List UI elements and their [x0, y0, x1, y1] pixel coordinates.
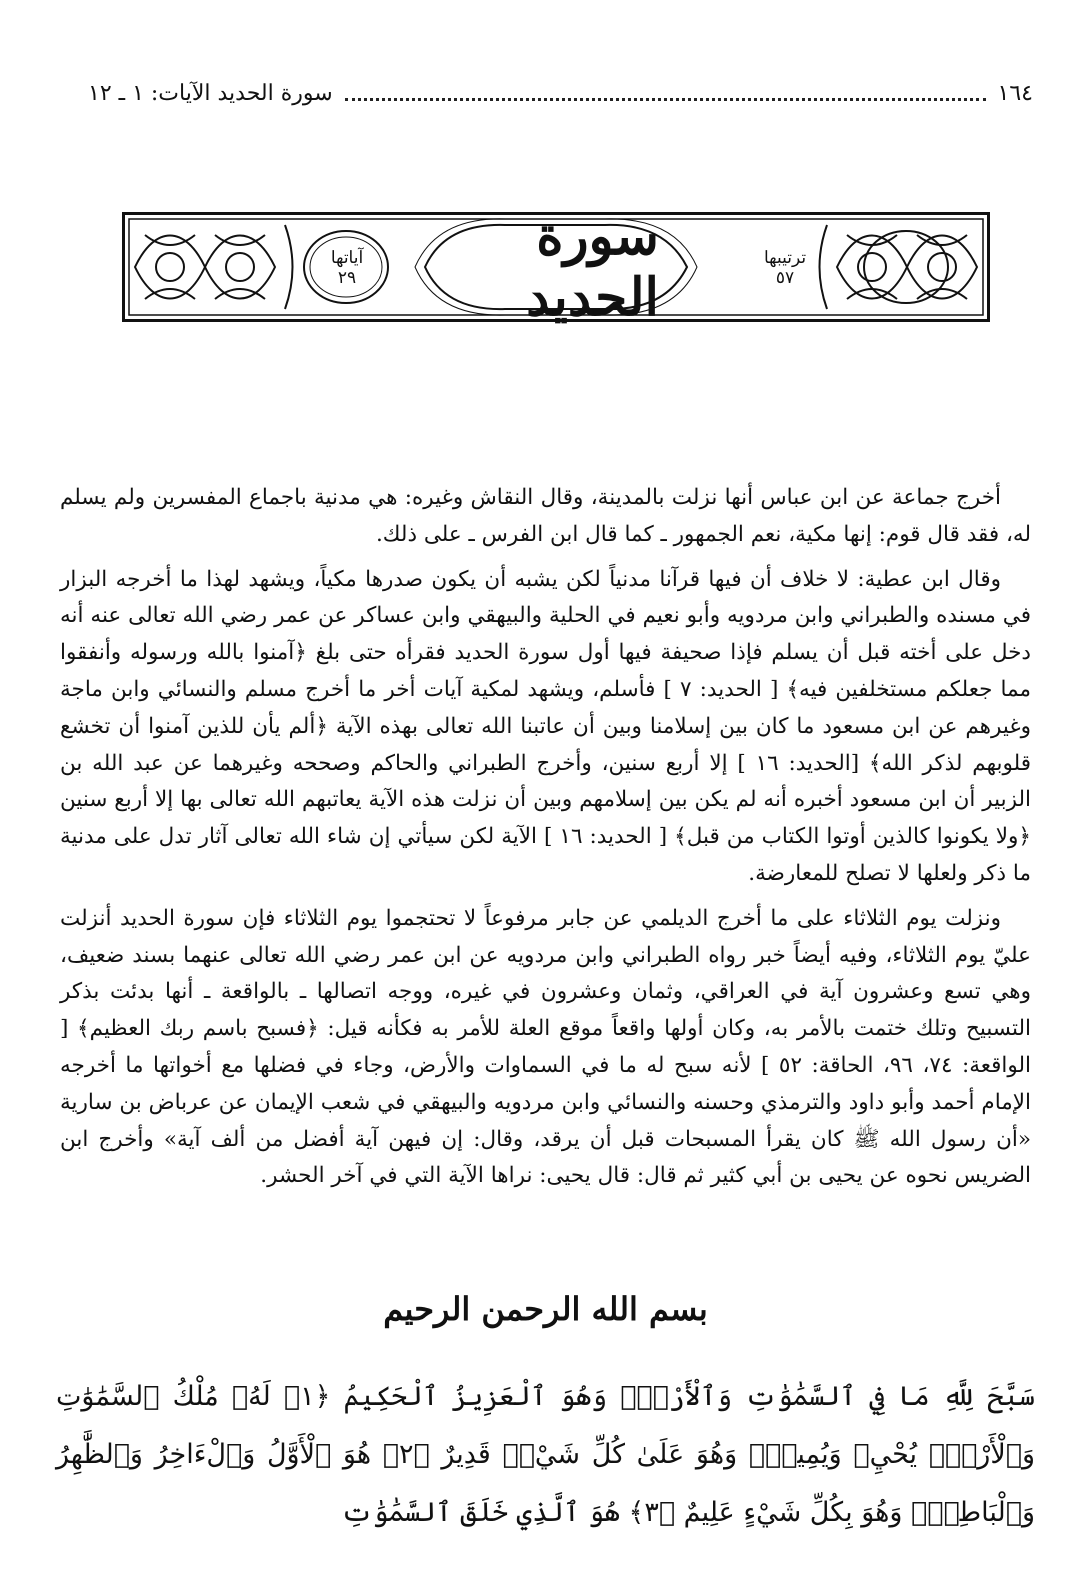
surah-banner [122, 206, 990, 328]
order-label: ترتيبها [763, 248, 807, 268]
paragraph: ونزلت يوم الثلاثاء على ما أخرج الديلمي عن جابر مرفوعاً لا تحتجموا يوم الثلاثاء فإن سورة الحديد أنزلت عليّ يوم الثلاثاء، وفيه أيضاً خبر رواه الطبراني وابن مردويه عن ابن عمر رضي الله تعالى عنهما بسند ضعيف، وهي تسع وعشرون آية في العراقي، وثمان وعشرون في غيره، ووجه اتصالها ـ بالواقعة ـ أنها بدئت بذكر التسبيح وتلك ختمت بالأمر به، وكان أولها واقعاً موقع العلة للأمر به فكأنه قيل: ﴿فسبح باسم ربك العظيم﴾ [ الواقعة: ٧٤، ٩٦، الحاقة: ٥٢ ] لأنه سبح له ما في السماوات والأرض، وجاء في فضلها مع أخواتها ما أخرجه الإمام أحمد وأبو داود والترمذي وحسنه والنسائي وابن مردويه والبيهقي في شعب الإيمان عن عرباض بن سارية «أن رسول الله ﷺ كان يقرأ المسبحات قبل أن يرقد، وقال: إن فيهن آية أفضل من ألف آية» وأخرج ابن الضريس نحوه عن يحيى بن أبي كثير ثم قال: قال يحيى: نراها الآية التي في آخر الحشر. [60, 905, 1031, 1189]
verses-label: آياتها [330, 248, 364, 268]
page-number: ١٦٤ [997, 80, 1033, 106]
basmala-heading: بسم الله الرحمن الرحيم [383, 1290, 708, 1328]
order-value: ٥٧ [775, 268, 795, 288]
page-header [88, 78, 1033, 108]
running-title: سورة الحديد الآيات: ١ ـ ١٢ [88, 80, 333, 106]
verses-value: ٢٩ [337, 268, 357, 288]
quran-verses: سَبَّحَ لِلَّهِ مَا فِي ٱلسَّمَٰوَٰتِ وَٱلْأَرْضِۖ وَهُوَ ٱلْعَزِيزُ ٱلْحَكِيمُ ﴿١﴾ لَهُۥ مُلْكُ ٱلسَّمَٰوَٰتِ وَٱلْأَرْضِۖ يُحْيِۦ وَيُمِيتُۖ وَهُوَ عَلَىٰ كُلِّ شَيْءٖ قَدِيرٌ ﴿٢﴾ هُوَ ٱلْأَوَّلُ وَٱلْءَاخِرُ وَٱلظَّٰهِرُ وَٱلْبَاطِنُۖ وَهُوَ بِكُلِّ شَيْءٍ عَلِيمٌ ﴿٣﴾ هُوَ ٱلَّذِي خَلَقَ ٱلسَّمَٰوَٰتِ [56, 1381, 1035, 1528]
order-medallion [745, 237, 825, 299]
surah-title: سورة الحديد [526, 206, 659, 328]
paragraph: وقال ابن عطية: لا خلاف أن فيها قرآنا مدنياً لكن يشبه أن يكون صدرها مكياً، ويشهد لهذا ما أخرجه البزار في مسنده والطبراني وابن مردويه وأبو نعيم في الحلية والبيهقي وابن عساكر عن عمر رضي الله تعالى عنه أنه دخل على أخته قبل أن يسلم فإذا صحيفة فيها أول سورة الحديد فقرأه حتى بلغ ﴿آمنوا بالله ورسوله وأنفقوا مما جعلكم مستخلفين فيه﴾ [ الحديد: ٧ ] فأسلم، ويشهد لمكية آيات أخر ما أخرج مسلم والنسائي وابن ماجة وغيرهم عن ابن مسعود ما كان بين إسلامنا وبين أن عاتبنا الله تعالى بهذه الآية ﴿ألم يأن للذين آمنوا أن تخشع قلوبهم لذكر الله﴾ [الحديد: ١٦ ] إلا أربع سنين، وأخرج الطبراني والحاكم وصححه وغيرهما عن عبد الله بن الزبير أن ابن مسعود أخبره أنه لم يكن بين إسلامهم وبين أن نزلت هذه الآية يعاتبهم الله تعالى بها إلا أربع سنين ﴿ولا يكونوا كالذين أوتوا الكتاب من قبل﴾ [ الحديد: ١٦ ] الآية لكن سيأتي إن شاء الله تعالى آثار تدل على مدنية ما ذكر ولعلها لا تصلح للمعارضة. [60, 566, 1032, 886]
verses-medallion [307, 237, 387, 299]
header-dot-leader [345, 86, 986, 101]
paragraph: أخرج جماعة عن ابن عباس أنها نزلت بالمدينة، وقال النقاش وغيره: هي مدنية باجماع المفسرين ولم يسلم له، فقد قال قوم: إنها مكية، نعم الجمهور ـ كما قال ابن الفرس ـ على ذلك. [60, 485, 1031, 547]
commentary-body [60, 480, 1031, 1203]
